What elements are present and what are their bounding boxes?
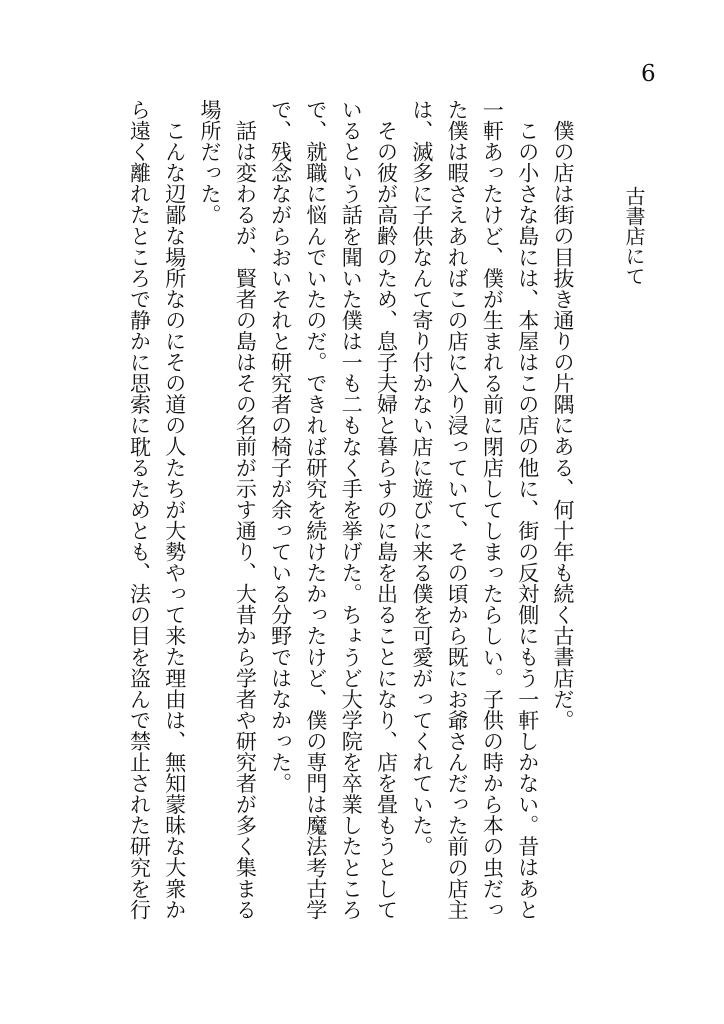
paragraph-2-line-3: た僕は暇さえあればこの店に入り浸っていて、その頃から既にお爺さんだった前の店主 xyxy=(445,99,470,920)
paragraph-4-line-1: 話は変わるが、賢者の島はその名前が示す通り、大昔から学者や研究者が多く集まる xyxy=(233,120,258,920)
paragraph-2-line-2: 一軒あったけど、僕が生まれる前に閉店してしまったらしい。子供の時から本の虫だっ xyxy=(480,99,505,920)
body-text xyxy=(121,99,580,929)
paragraph-3-line-2: いるという話を聞いた僕は一も二もなく手を挙げた。ちょうど大学院を卒業したところ xyxy=(339,99,364,920)
chapter-title: 古書店にて xyxy=(622,186,646,286)
paragraph-5-line-2: ら遠く離れたところで静かに思索に耽るためとも、法の目を盗んで禁止された研究を行 xyxy=(127,99,152,920)
paragraph-1-line-1: 僕の店は街の目抜き通りの片隅にある、何十年も続く古書店だ。 xyxy=(551,120,575,731)
paragraph-3-line-3: で、就職に悩んでいたのだ。できれば研究を続けたかったけど、僕の専門は魔法考古学 xyxy=(303,99,328,920)
paragraph-2-line-4: は、滅多に子供なんて寄り付かない店に遊びに来る僕を可愛がってくれていた。 xyxy=(409,99,434,857)
page-number: 6 xyxy=(641,61,656,87)
paragraph-3-line-1: その彼が高齢のため、息子夫婦と暮らすのに島を出ることになり、店を畳もうとして xyxy=(374,120,399,920)
paragraph-3-line-4: で、残念ながらおいそれと研究者の椅子が余っている分野ではなかった。 xyxy=(268,99,293,794)
paragraph-4-line-2: 場所だった。 xyxy=(198,99,223,226)
paragraph-5-line-1: こんな辺鄙な場所なのにその道の人たちが大勢やって来た理由は、無知蒙昧な大衆か xyxy=(162,120,187,920)
paragraph-2-line-1: この小さな島には、本屋はこの店の他に、街の反対側にもう一軒しかない。昔はあと xyxy=(515,120,540,920)
